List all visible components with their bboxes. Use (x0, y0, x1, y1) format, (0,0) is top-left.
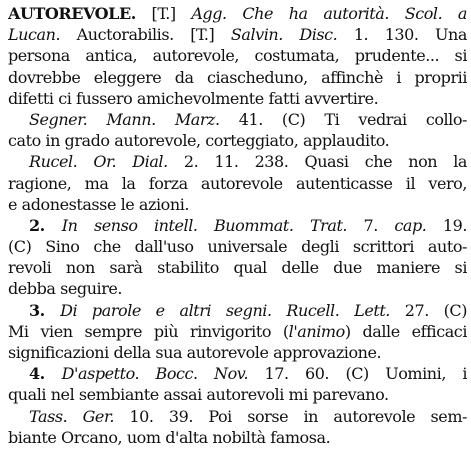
entry-line-6 (8, 109, 467, 130)
text: 7. (347, 215, 395, 235)
definition-text: Agg. Che ha autorità. Scol. a (191, 4, 467, 23)
sense-number: 2. (29, 215, 62, 235)
source-citation: Salvin. Disc. (230, 25, 338, 45)
entry-line-9: ragione, ma la forza autorevole autenticasse il vero, (8, 173, 467, 193)
entry-line-13: revoli non sarà stabilito qual delle due maniere si (8, 258, 467, 278)
text: ) dalle efficaci (344, 321, 467, 341)
sense-label: D'aspetto. Bocc. Nov. (61, 364, 249, 384)
sense-number: 4. (29, 364, 62, 384)
text: 10. 39. Poi sorse in autorevole sem- (114, 406, 467, 426)
entry-line-8 (8, 151, 467, 172)
entry-line-18 (8, 363, 467, 384)
entry-line-7: cato in grado autorevole, corteggiato, applaudito. (8, 131, 390, 151)
source-citation: Lucan. (8, 25, 61, 45)
headword: AUTOREVOLE. (8, 4, 136, 23)
entry-line-4: dovrebbe eleggere da ciascheduno, affinchè i proprii (8, 67, 467, 87)
text: Auctorabilis. [T.] (60, 25, 231, 45)
text: 19. (426, 215, 467, 235)
entry-line-17: significazioni della sua autorevole approvazione. (8, 343, 382, 362)
entry-line-5: difetti ci fussero amichevolmente fatti avvertire. (8, 88, 379, 108)
source-citation: Tass. Ger. (29, 406, 115, 426)
text: 1. 130. Una (337, 25, 467, 45)
entry-line-21: biante Orcano, uom d'alta nobiltà famosa. (8, 427, 331, 447)
text: cap. (394, 215, 427, 235)
entry-line-1 (8, 3, 467, 24)
entry-line-14: debba seguire. (8, 279, 123, 299)
entry-line-12: (C) Sino che dall'uso universale degli scrittori auto- (8, 237, 467, 257)
sense-number: 3. (29, 300, 61, 320)
source-citation: Rucel. Or. Dial. (29, 152, 168, 172)
entry-line-16 (8, 321, 467, 342)
text: 2. 11. 238. Quasi che non la (167, 152, 467, 172)
entry-line-11 (8, 215, 467, 236)
sense-label: In senso intell. Buommat. Trat. (61, 215, 348, 235)
entry-line-20 (8, 406, 467, 427)
text: [T.] (135, 4, 192, 23)
text: 27. (C) (389, 300, 467, 320)
text: 41. (C) Ti vedrai collo- (219, 109, 467, 129)
entry-line-19: quali nel sembiante assai autorevoli mi parevano. (8, 385, 389, 405)
text: Mi vien sempre più rinvigorito ( (8, 321, 289, 341)
entry-line-10: e adonestasse le azioni. (8, 194, 189, 214)
entry-line-15 (8, 300, 467, 321)
source-citation: Segner. Mann. Marz. (29, 109, 220, 129)
text: l'animo (288, 321, 345, 341)
sense-label: Di parole e altri segni. Rucell. Lett. (60, 300, 390, 320)
text: 17. 60. (C) Uomini, i (248, 364, 467, 384)
entry-line-2 (8, 24, 467, 45)
entry-line-3: persona antica, autorevole, costumata, prudente... si (8, 46, 467, 66)
